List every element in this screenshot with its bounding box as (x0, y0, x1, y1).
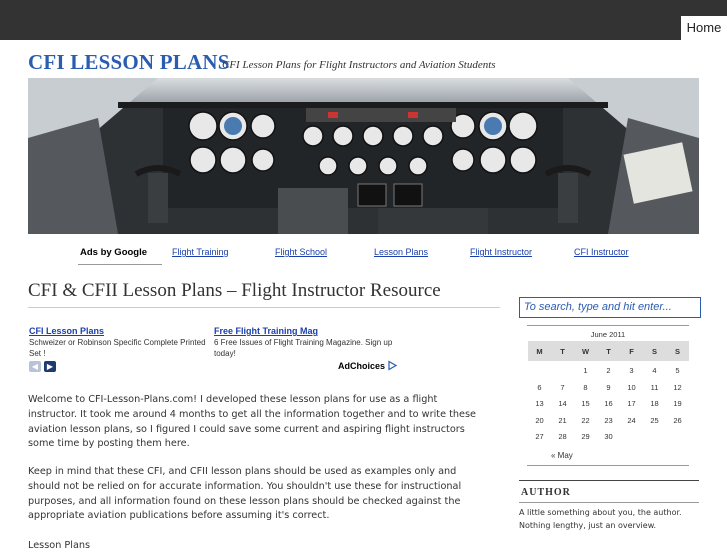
site-tagline: CFI Lesson Plans for Flight Instructors and Aviation Students (222, 59, 496, 71)
calendar-prev-month-link[interactable]: « May (551, 451, 573, 460)
calendar-day-cell: 15 (581, 399, 590, 408)
intro-paragraph: Welcome to CFI-Lesson-Plans.com! I developed these lesson plans for use as a flight instructor. It took me around 4 months to get all the information together and to write these aviation lesson plans, so I figured I could save some current and aspiring flight instructors some time by posting them here. (28, 394, 477, 450)
calendar-day-cell: 17 (627, 399, 636, 408)
ad-link-flight-training[interactable]: Flight Training (172, 247, 229, 257)
calendar-day-cell: 22 (581, 416, 590, 425)
calendar-day-header: F (629, 347, 634, 356)
author-heading: AUTHOR (521, 487, 571, 498)
ads-underline (78, 264, 162, 265)
ad-title[interactable]: Free Flight Training Mag (214, 326, 319, 336)
calendar-day-cell: 23 (604, 416, 613, 425)
author-text: A little something about you, the author. Nothing lengthy, just an overview. (519, 508, 682, 530)
calendar-day-cell: 24 (627, 416, 636, 425)
calendar-day-cell: 29 (581, 432, 590, 441)
calendar-day-header: M (536, 347, 543, 356)
calendar-day-cell: 9 (606, 383, 611, 392)
ad-link-lesson-plans[interactable]: Lesson Plans (374, 247, 429, 257)
calendar-day-cell: 6 (537, 383, 542, 392)
calendar-day-header: T (560, 347, 565, 356)
calendar-top-rule (527, 325, 689, 326)
calendar-day-cell: 13 (535, 399, 544, 408)
calendar-day-cell: 14 (558, 399, 567, 408)
ad-link-flight-school[interactable]: Flight School (275, 247, 328, 257)
calendar-day-cell: 2 (606, 366, 611, 375)
author-divider (519, 502, 699, 503)
calendar-day-header: S (674, 347, 680, 356)
ad-link-cfi-instructor[interactable]: CFI Instructor (574, 247, 629, 257)
cockpit-header-image (28, 78, 699, 234)
calendar-day-header: W (581, 347, 590, 356)
calendar-day-cell: 7 (560, 383, 565, 392)
calendar-day-cell: 26 (673, 416, 682, 425)
ad-link-bar (28, 240, 699, 266)
calendar-bottom-rule (527, 465, 689, 466)
ad-unit-1 (29, 326, 211, 359)
ad-text: Schweizer or Robinson Specific Complete Printed Set ! (29, 338, 206, 358)
ad-text: 6 Free Issues of Flight Training Magazine. Sign up today! (214, 338, 393, 358)
ad-prev-button[interactable]: ◀ (29, 361, 41, 372)
lesson-plans-heading[interactable]: Lesson Plans (28, 540, 91, 551)
ad-link-flight-instructor[interactable]: Flight Instructor (470, 247, 533, 257)
calendar-day-cell: 11 (650, 383, 659, 392)
widget-divider (519, 480, 699, 481)
top-bar (0, 0, 727, 40)
home-tab[interactable]: Home (681, 16, 727, 40)
calendar-day-cell: 28 (558, 432, 567, 441)
calendar-day-cell: 1 (583, 366, 588, 375)
calendar-day-cell: 18 (650, 399, 659, 408)
search-input[interactable]: To search, type and hit enter... (519, 297, 701, 318)
calendar-day-cell: 20 (535, 416, 544, 425)
ad-next-button[interactable]: ▶ (44, 361, 56, 372)
calendar-day-header: S (651, 347, 657, 356)
calendar-day-cell: 16 (604, 399, 613, 408)
ad-unit-2 (214, 326, 394, 359)
calendar-day-cell: 5 (675, 366, 680, 375)
adchoices-icon (388, 361, 397, 370)
calendar-day-cell: 10 (627, 383, 636, 392)
calendar-day-cell: 21 (558, 416, 567, 425)
title-divider (28, 307, 500, 308)
calendar-caption: June 2011 (590, 330, 626, 339)
calendar-day-cell: 8 (583, 383, 588, 392)
ads-by-google-label[interactable]: Ads by Google (80, 247, 148, 258)
disclaimer-paragraph: Keep in mind that these CFI, and CFII lesson plans should be used as examples only and should not be relied on for accurate information. You shouldn't use these for instructional purposes, and all information found on these lesson plans should be checked against the appropriate aviation publications before assuming it's correct. (28, 466, 462, 522)
calendar-day-cell: 12 (673, 383, 682, 392)
calendar-day-header: T (606, 347, 611, 356)
site-title[interactable]: CFI LESSON PLANS (28, 50, 230, 74)
calendar-day-cell: 4 (652, 366, 657, 375)
calendar-day-cell: 27 (535, 432, 544, 441)
calendar-day-cell: 19 (673, 399, 682, 408)
ad-title[interactable]: CFI Lesson Plans (29, 326, 105, 336)
calendar-day-cell: 3 (629, 366, 634, 375)
calendar-day-cell: 30 (604, 432, 613, 441)
post-title[interactable]: CFI & CFII Lesson Plans – Flight Instructor Resource (28, 280, 441, 301)
adchoices-link[interactable]: AdChoices (338, 361, 397, 371)
calendar-day-cell: 25 (650, 416, 659, 425)
